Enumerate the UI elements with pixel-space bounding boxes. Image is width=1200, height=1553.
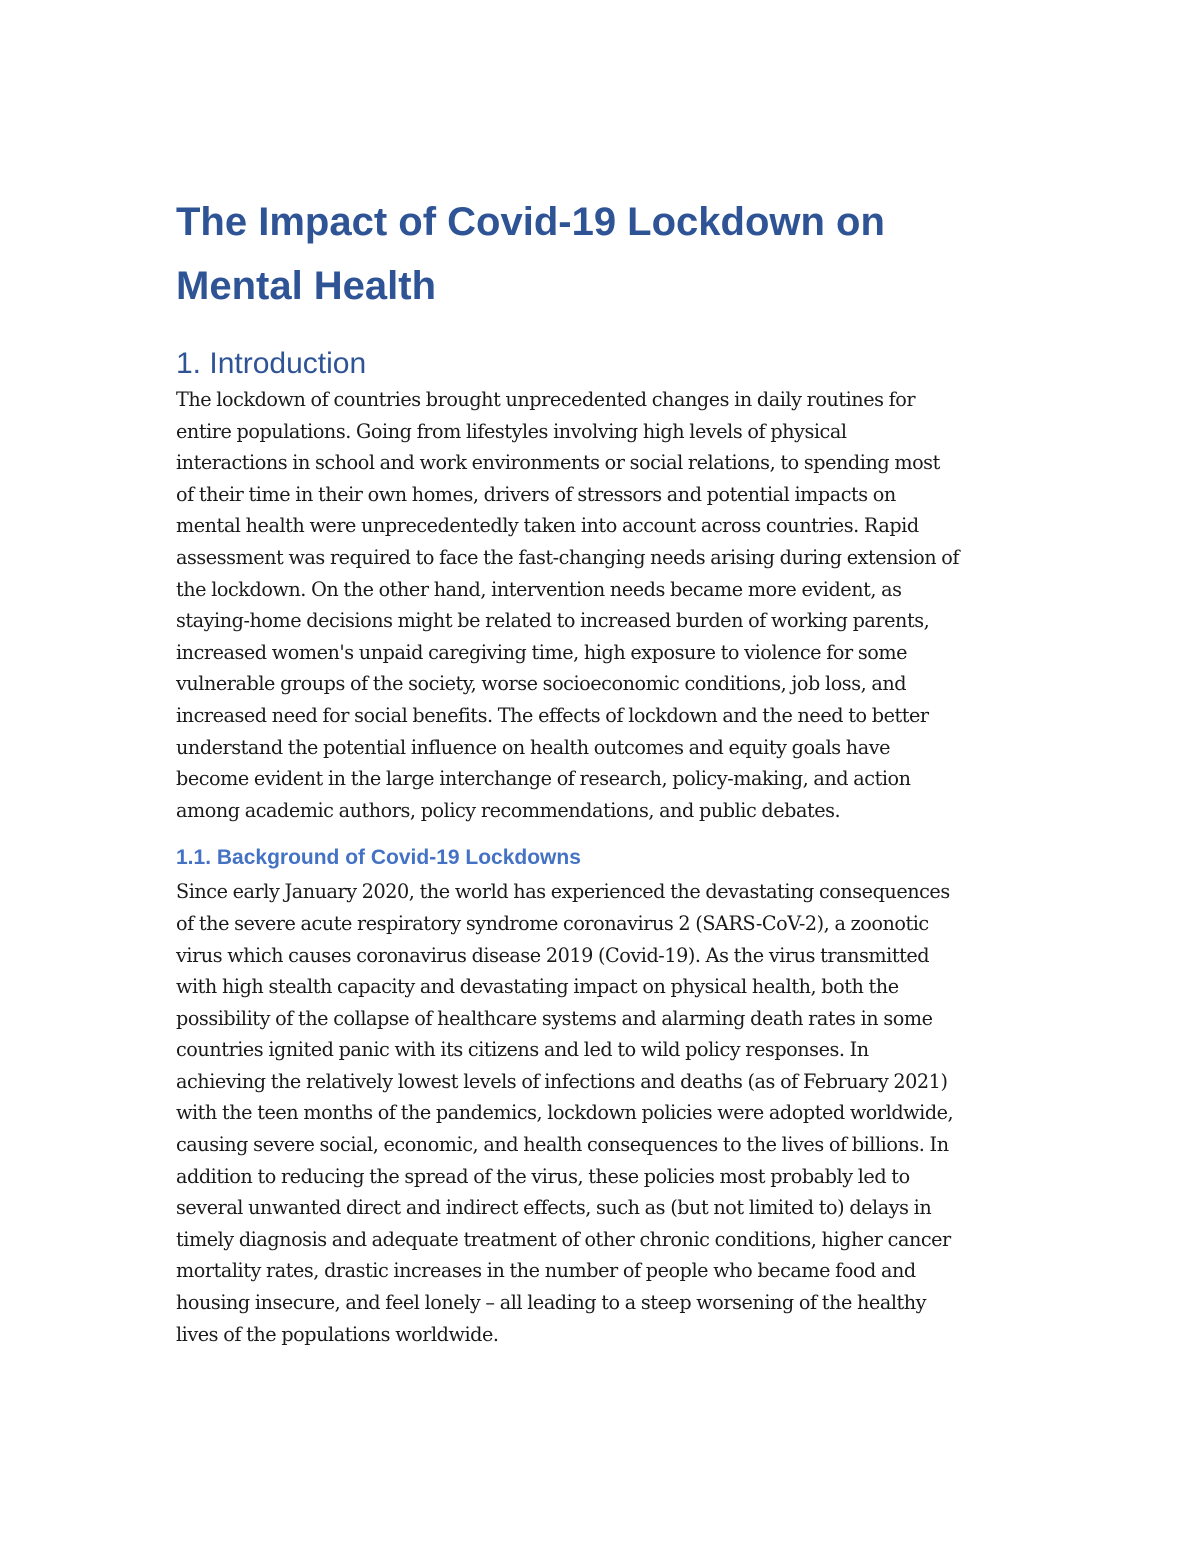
paragraph-line: assessment was required to face the fast-changing needs arising during extension of [176,545,960,569]
paragraph-line: mental health were unprecedentedly taken into account across countries. Rapid [176,514,919,538]
paragraph-line: timely diagnosis and adequate treatment of other chronic conditions, higher cancer [176,1227,951,1251]
paragraph-line: virus which causes coronavirus disease 2019 (Covid-19). As the virus transmitted [176,943,930,967]
paragraph-line: of the severe acute respiratory syndrome coronavirus 2 (SARS-CoV-2), a zoonotic [176,911,929,935]
paragraph-line: several unwanted direct and indirect effects, such as (but not limited to) delays in [176,1196,932,1220]
paragraph-line: become evident in the large interchange of research, policy-making, and action [176,767,911,791]
paragraph-line: Since early January 2020, the world has experienced the devastating consequences [176,880,950,904]
paragraph-line: mortality rates, drastic increases in the number of people who became food and [176,1259,916,1283]
background-paragraph [176,876,1036,1350]
section-heading-introduction: 1. Introduction [176,347,367,380]
paragraph-line: achieving the relatively lowest levels of infections and deaths (as of February 2021) [176,1069,948,1093]
paragraph-line: causing severe social, economic, and health consequences to the lives of billions. In [176,1133,949,1157]
paragraph-line: addition to reducing the spread of the virus, these policies most probably led to [176,1164,910,1188]
paragraph-line: possibility of the collapse of healthcare systems and alarming death rates in some [176,1006,933,1030]
document-body [176,190,1036,1350]
paragraph-line: vulnerable groups of the society, worse socioeconomic conditions, job loss, and [176,672,907,696]
document-title [176,190,1036,318]
paragraph-line: increased need for social benefits. The effects of lockdown and the need to better [176,703,929,727]
paragraph-line: with the teen months of the pandemics, lockdown policies were adopted worldwide, [176,1101,954,1125]
paragraph-line: interactions in school and work environments or social relations, to spending most [176,451,940,475]
paragraph-line: understand the potential influence on health outcomes and equity goals have [176,735,891,759]
paragraph-line: lives of the populations worldwide. [176,1322,499,1346]
paragraph-line: staying-home decisions might be related to increased burden of working parents, [176,609,930,633]
paragraph-line: entire populations. Going from lifestyles involving high levels of physical [176,419,847,443]
paragraph-line: with high stealth capacity and devastating impact on physical health, both the [176,975,899,999]
introduction-paragraph [176,384,1036,826]
paragraph-line: countries ignited panic with its citizens and led to wild policy responses. In [176,1038,869,1062]
paragraph-line: housing insecure, and feel lonely – all leading to a steep worsening of the healthy [176,1291,927,1315]
document-title-line: Mental Health [176,264,437,308]
paragraph-line: the lockdown. On the other hand, intervention needs became more evident, as [176,577,902,601]
paragraph-line: The lockdown of countries brought unprecedented changes in daily routines for [176,388,916,411]
section-heading-background: 1.1. Background of Covid-19 Lockdowns [176,846,581,870]
paragraph-line: among academic authors, policy recommendations, and public debates. [176,798,841,822]
document-title-line: The Impact of Covid-19 Lockdown on [176,200,885,244]
paragraph-line: of their time in their own homes, drivers of stressors and potential impacts on [176,482,896,506]
paragraph-line: increased women's unpaid caregiving time, high exposure to violence for some [176,640,907,664]
